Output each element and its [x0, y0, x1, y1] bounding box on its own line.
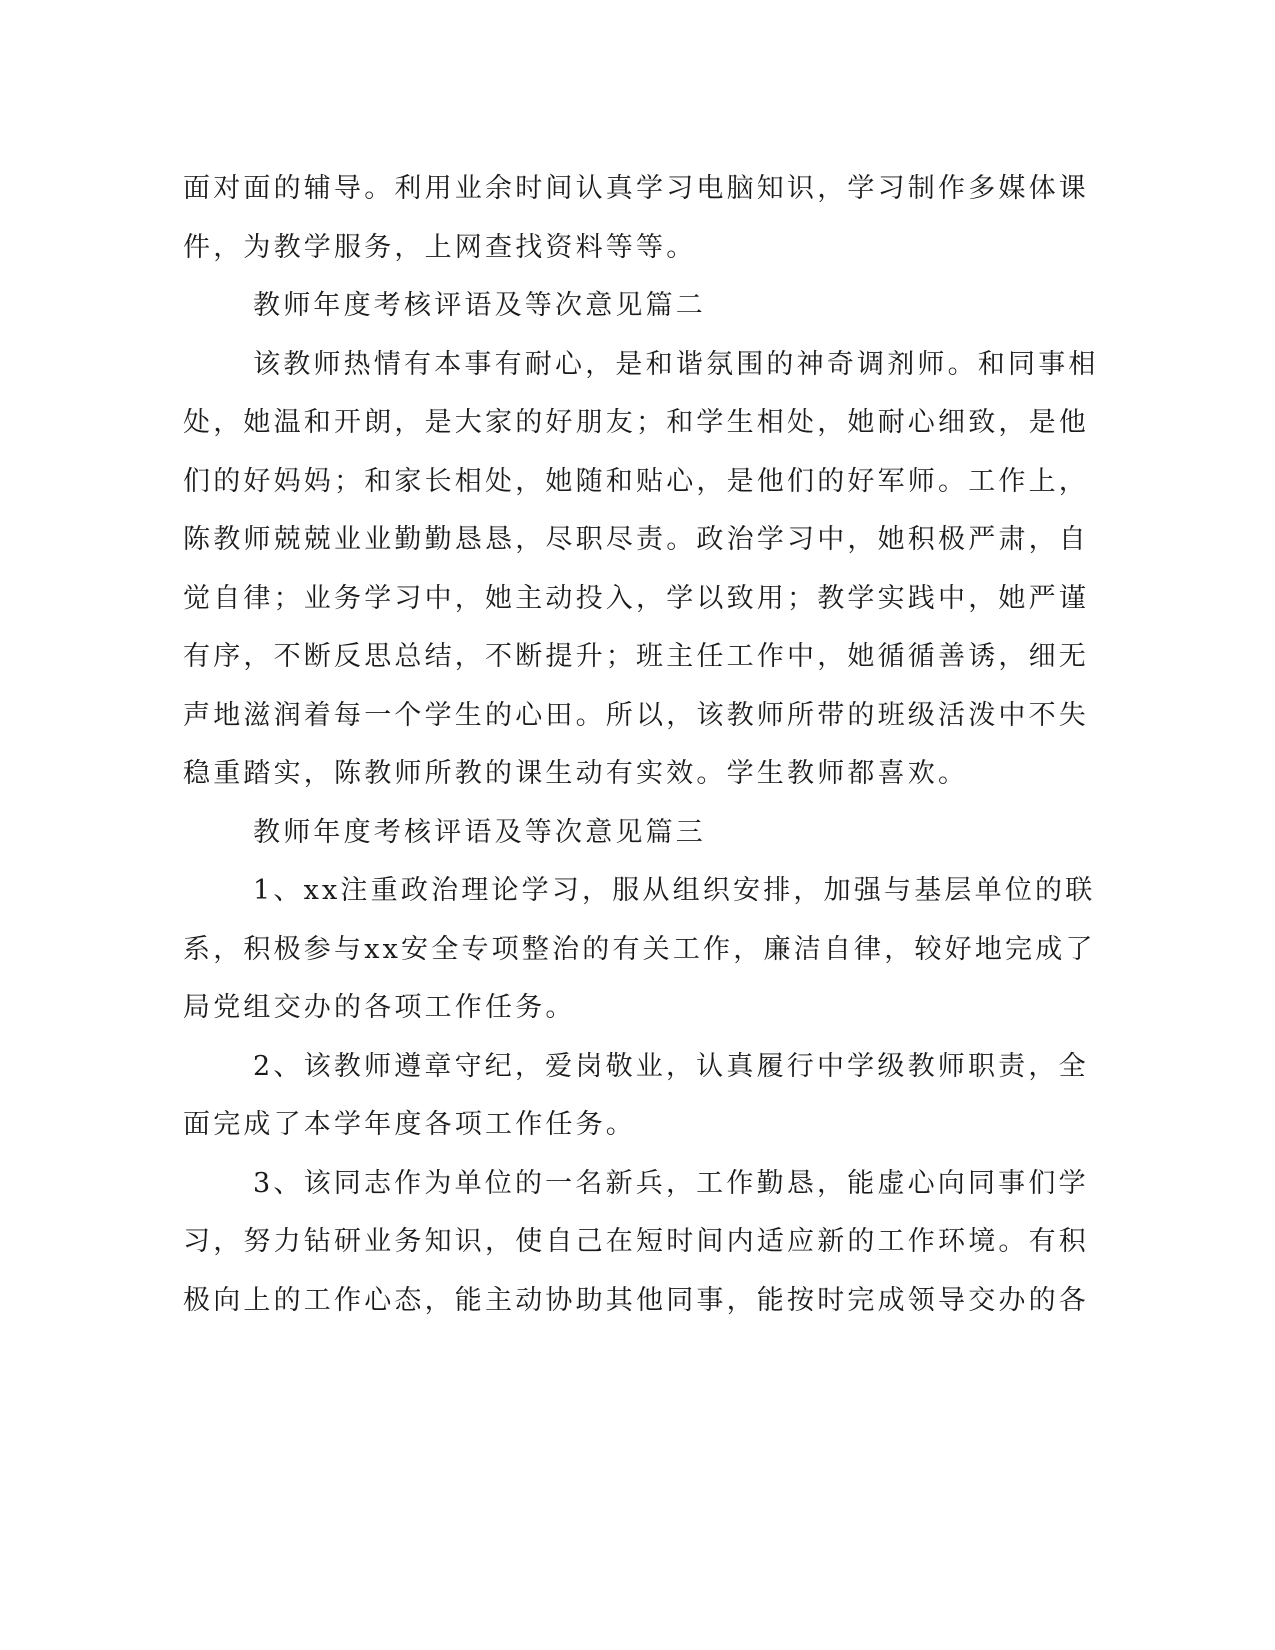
paragraph-line: 习，努力钻研业务知识，使自己在短时间内适应新的工作环境。有积 — [183, 1226, 1089, 1257]
paragraph-line: 件，为教学服务，上网查找资料等等。 — [183, 231, 697, 263]
paragraph-line: 1、xx注重政治理论学习，服从组织安排，加强与基层单位的联 — [253, 875, 1096, 906]
paragraph-line: 处，她温和开朗，是大家的好朋友；和学生相处，她耐心细致，是他 — [183, 407, 1089, 438]
paragraph-line: 稳重踏实，陈教师所教的课生动有实效。学生教师都喜欢。 — [183, 758, 969, 789]
paragraph-line: 系，积极参与xx安全专项整治的有关工作，廉洁自律，较好地完成了 — [183, 933, 1096, 965]
paragraph-line: 陈教师兢兢业业勤勤恳恳，尽职尽责。政治学习中，她积极严肃，自 — [183, 524, 1089, 555]
paragraph-line: 觉自律；业务学习中，她主动投入，学以致用；教学实践中，她严谨 — [183, 582, 1089, 614]
paragraph-line: 2、该教师遵章守纪，爱岗敬业，认真履行中学级教师职责，全 — [253, 1050, 1089, 1082]
paragraph-line: 极向上的工作心态，能主动协助其他同事，能按时完成领导交办的各 — [183, 1284, 1089, 1316]
paragraph-line: 该教师热情有本事有耐心，是和谐氛围的神奇调剂师。和同事相 — [253, 348, 1099, 380]
paragraph-line: 声地滋润着每一个学生的心田。所以，该教师所带的班级活泼中不失 — [183, 699, 1089, 731]
paragraph-line: 有序，不断反思总结，不断提升；班主任工作中，她循循善诱，细无 — [183, 641, 1089, 672]
paragraph-line: 面完成了本学年度各项工作任务。 — [183, 1109, 636, 1140]
paragraph-line: 们的好妈妈；和家长相处，她随和贴心，是他们的好军师。工作上， — [183, 465, 1089, 497]
section-heading: 教师年度考核评语及等次意见篇二 — [253, 290, 706, 321]
paragraph-line: 3、该同志作为单位的一名新兵，工作勤恳，能虚心向同事们学 — [253, 1167, 1089, 1199]
paragraph-line: 局党组交办的各项工作任务。 — [183, 992, 576, 1023]
document-body — [183, 160, 1099, 1330]
section-heading: 教师年度考核评语及等次意见篇三 — [253, 816, 706, 848]
paragraph-line: 面对面的辅导。利用业余时间认真学习电脑知识，学习制作多媒体课 — [183, 173, 1089, 204]
